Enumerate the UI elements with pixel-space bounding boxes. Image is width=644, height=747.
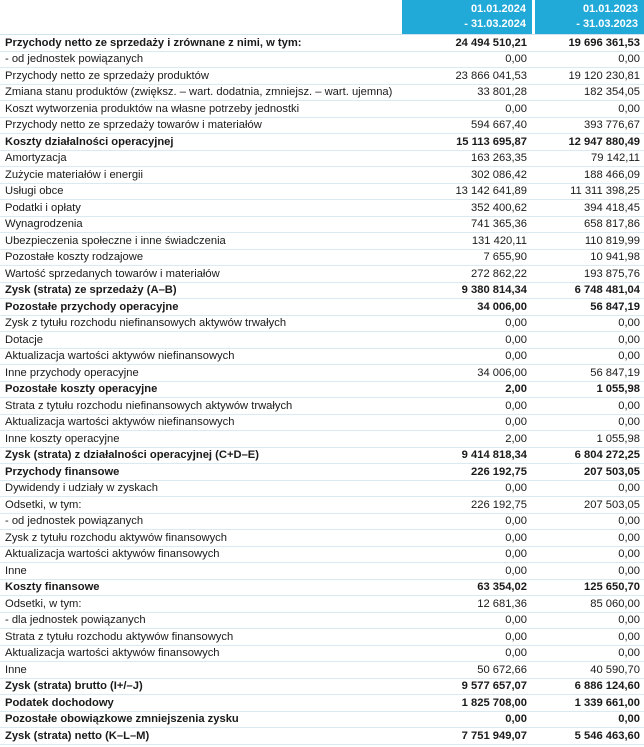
row-value-2023: 0,00 [618, 416, 640, 429]
row-value-2023: 56 847,19 [590, 300, 640, 313]
header-2023-start: 01.01.2023 [582, 3, 638, 15]
table-row [0, 233, 644, 250]
table-row [0, 514, 644, 531]
header-period-2023 [535, 0, 644, 34]
row-label: Pozostałe koszty rodzajowe [5, 251, 144, 264]
row-value-2023: 5 546 463,60 [574, 729, 640, 742]
row-value-2024: 226 192,75 [471, 498, 527, 511]
header-2024-end: - 31.03.2024 [464, 18, 526, 30]
row-label: Zysk (strata) brutto (I+/–J) [5, 680, 143, 693]
row-value-2023: 0,00 [618, 317, 640, 330]
table-row [0, 679, 644, 696]
table-row [0, 580, 644, 597]
header-period-2024 [402, 0, 532, 34]
row-value-2023: 0,00 [618, 350, 640, 363]
row-value-2024: 594 667,40 [471, 119, 527, 132]
row-value-2024: 9 577 657,07 [461, 680, 527, 693]
row-value-2023: 40 590,70 [590, 663, 640, 676]
table-row [0, 151, 644, 168]
table-row [0, 299, 644, 316]
row-value-2023: 10 941,98 [590, 251, 640, 264]
row-value-2024: 34 006,00 [477, 366, 527, 379]
row-value-2023: 125 650,70 [584, 581, 640, 594]
header-2024-start: 01.01.2024 [470, 3, 526, 15]
row-label: Inne [5, 663, 27, 676]
table-row [0, 662, 644, 679]
row-value-2024: 0,00 [505, 548, 527, 561]
table-row [0, 134, 644, 151]
row-value-2023: 0,00 [618, 564, 640, 577]
table-row [0, 85, 644, 102]
row-value-2023: 0,00 [618, 333, 640, 346]
row-label: Wartość sprzedanych towarów i materiałów [5, 267, 220, 280]
row-value-2023: 6 748 481,04 [574, 284, 640, 297]
row-value-2024: 34 006,00 [477, 300, 527, 313]
row-value-2023: 110 819,99 [584, 234, 640, 247]
header-spacer [0, 0, 402, 34]
row-value-2023: 393 776,67 [584, 119, 640, 132]
row-value-2023: 0,00 [618, 482, 640, 495]
row-value-2024: 2,00 [505, 432, 527, 445]
row-value-2023: 56 847,19 [590, 366, 640, 379]
row-label: Pozostałe koszty operacyjne [5, 383, 158, 396]
row-value-2023: 207 503,05 [584, 465, 640, 478]
row-label: - od jednostek powiązanych [5, 53, 144, 66]
row-value-2023: 0,00 [618, 53, 640, 66]
row-value-2023: 1 055,98 [596, 383, 640, 396]
table-row [0, 613, 644, 630]
row-value-2024: 12 681,36 [477, 597, 527, 610]
table-row [0, 250, 644, 267]
table-row [0, 431, 644, 448]
row-label: Strata z tytułu rozchodu aktywów finansowych [5, 630, 234, 643]
row-value-2023: 0,00 [618, 102, 640, 115]
header-2023-end: - 31.03.2023 [576, 18, 638, 30]
row-label: Aktualizacja wartości aktywów niefinansowych [5, 350, 235, 363]
row-value-2023: 12 947 880,49 [568, 135, 640, 148]
table-row [0, 316, 644, 333]
row-value-2024: 741 365,36 [471, 218, 527, 231]
row-value-2024: 352 400,62 [471, 201, 527, 214]
row-label: Zmiana stanu produktów (zwiększ. – wart. dodatnia, zmniejsz. – wart. ujemna) [5, 86, 393, 99]
table-row [0, 497, 644, 514]
table-row [0, 695, 644, 712]
row-label: Koszty finansowe [5, 581, 100, 594]
table-row [0, 629, 644, 646]
row-value-2024: 0,00 [505, 713, 527, 726]
row-label: Przychody netto ze sprzedaży produktów [5, 69, 209, 82]
row-value-2023: 394 418,45 [584, 201, 640, 214]
table-row [0, 35, 644, 52]
table-row [0, 365, 644, 382]
row-label: Aktualizacja wartości aktywów finansowych [5, 647, 220, 660]
row-label: Podatki i opłaty [5, 201, 81, 214]
row-label: Przychody netto ze sprzedaży towarów i materiałów [5, 119, 262, 132]
row-value-2023: 79 142,11 [591, 152, 640, 165]
row-label: - dla jednostek powiązanych [5, 614, 146, 627]
row-value-2024: 0,00 [505, 102, 527, 115]
row-value-2023: 0,00 [618, 399, 640, 412]
row-value-2023: 6 804 272,25 [574, 449, 640, 462]
table-row [0, 349, 644, 366]
row-value-2024: 1 825 708,00 [461, 696, 527, 709]
row-value-2024: 0,00 [505, 333, 527, 346]
row-label: Strata z tytułu rozchodu niefinansowych aktywów trwałych [5, 399, 293, 412]
table-row [0, 382, 644, 399]
row-value-2024: 50 672,66 [477, 663, 527, 676]
row-value-2024: 0,00 [505, 53, 527, 66]
table-row [0, 481, 644, 498]
row-value-2023: 0,00 [618, 614, 640, 627]
table-row [0, 530, 644, 547]
row-value-2024: 272 862,22 [471, 267, 527, 280]
row-value-2024: 0,00 [505, 515, 527, 528]
table-row [0, 728, 644, 745]
row-label: Podatek dochodowy [5, 696, 114, 709]
row-label: - od jednostek powiązanych [5, 515, 144, 528]
row-label: Zysk z tytułu rozchodu niefinansowych aktywów trwałych [5, 317, 287, 330]
table-row [0, 167, 644, 184]
row-label: Zysk (strata) ze sprzedaży (A–B) [5, 284, 177, 297]
table-row [0, 184, 644, 201]
row-value-2023: 0,00 [618, 647, 640, 660]
row-value-2024: 9 414 818,34 [461, 449, 527, 462]
row-value-2024: 63 354,02 [477, 581, 527, 594]
table-row [0, 200, 644, 217]
row-value-2023: 0,00 [618, 630, 640, 643]
table-row [0, 448, 644, 465]
row-label: Inne przychody operacyjne [5, 366, 139, 379]
row-value-2024: 7 655,90 [483, 251, 527, 264]
row-label: Zysk (strata) z działalności operacyjnej (C+D–E) [5, 449, 259, 462]
row-label: Wynagrodzenia [5, 218, 83, 231]
table-row [0, 283, 644, 300]
row-label: Zysk (strata) netto (K–L–M) [5, 729, 150, 742]
table-row [0, 547, 644, 564]
row-value-2024: 0,00 [505, 614, 527, 627]
table-row [0, 712, 644, 729]
table-row [0, 464, 644, 481]
row-value-2024: 0,00 [505, 531, 527, 544]
row-label: Zysk z tytułu rozchodu aktywów finansowych [5, 531, 227, 544]
table-row [0, 398, 644, 415]
row-value-2024: 0,00 [505, 564, 527, 577]
row-value-2023: 1 339 661,00 [574, 696, 640, 709]
table-row [0, 415, 644, 432]
row-label: Usługi obce [5, 185, 64, 198]
table-row [0, 646, 644, 663]
table-row [0, 266, 644, 283]
table-row [0, 68, 644, 85]
row-label: Pozostałe obowiązkowe zmniejszenia zysku [5, 713, 239, 726]
row-label: Odsetki, w tym: [5, 597, 82, 610]
row-value-2024: 0,00 [505, 482, 527, 495]
row-label: Koszt wytworzenia produktów na własne potrzeby jednostki [5, 102, 300, 115]
row-value-2024: 131 420,11 [471, 234, 527, 247]
row-value-2023: 182 354,05 [584, 86, 640, 99]
row-value-2024: 24 494 510,21 [455, 36, 527, 49]
row-value-2024: 9 380 814,34 [461, 284, 527, 297]
row-value-2023: 6 886 124,60 [574, 680, 640, 693]
row-label: Amortyzacja [5, 152, 67, 165]
row-value-2024: 0,00 [505, 350, 527, 363]
row-value-2023: 207 503,05 [584, 498, 640, 511]
row-label: Koszty działalności operacyjnej [5, 135, 174, 148]
row-value-2023: 0,00 [618, 515, 640, 528]
row-label: Przychody netto ze sprzedaży i zrównane z nimi, w tym: [5, 36, 302, 49]
row-value-2024: 2,00 [505, 383, 527, 396]
table-row [0, 563, 644, 580]
row-value-2024: 13 142 641,89 [455, 185, 527, 198]
table-row [0, 52, 644, 69]
row-value-2023: 193 875,76 [584, 267, 640, 280]
row-label: Ubezpieczenia społeczne i inne świadczenia [5, 234, 226, 247]
row-value-2023: 1 055,98 [596, 432, 640, 445]
row-value-2024: 23 866 041,53 [455, 69, 527, 82]
row-value-2023: 19 696 361,53 [568, 36, 640, 49]
row-value-2024: 0,00 [505, 647, 527, 660]
row-value-2023: 11 311 398,25 [570, 185, 640, 198]
row-value-2024: 0,00 [505, 317, 527, 330]
row-label: Pozostałe przychody operacyjne [5, 300, 179, 313]
row-value-2023: 85 060,00 [590, 597, 640, 610]
row-value-2023: 0,00 [618, 531, 640, 544]
row-value-2023: 0,00 [618, 548, 640, 561]
table-row [0, 217, 644, 234]
row-value-2024: 7 751 949,07 [461, 729, 527, 742]
row-value-2023: 19 120 230,81 [568, 69, 640, 82]
row-value-2024: 15 113 695,87 [456, 135, 527, 148]
row-label: Odsetki, w tym: [5, 498, 82, 511]
table-row [0, 596, 644, 613]
row-label: Dywidendy i udziały w zyskach [5, 482, 158, 495]
row-label: Dotacje [5, 333, 43, 346]
row-value-2024: 226 192,75 [471, 465, 527, 478]
row-value-2024: 0,00 [505, 399, 527, 412]
row-value-2024: 163 263,35 [471, 152, 527, 165]
row-label: Inne [5, 564, 27, 577]
row-label: Aktualizacja wartości aktywów niefinansowych [5, 416, 235, 429]
table-row [0, 332, 644, 349]
row-value-2023: 0,00 [618, 713, 640, 726]
row-value-2024: 302 086,42 [471, 168, 527, 181]
row-label: Aktualizacja wartości aktywów finansowych [5, 548, 220, 561]
row-value-2024: 0,00 [505, 416, 527, 429]
row-label: Przychody finansowe [5, 465, 120, 478]
row-label: Zużycie materiałów i energii [5, 168, 144, 181]
table-header [0, 0, 644, 35]
table-row [0, 101, 644, 118]
row-value-2024: 0,00 [505, 630, 527, 643]
row-label: Inne koszty operacyjne [5, 432, 120, 445]
table-body [0, 35, 644, 745]
table-row [0, 118, 644, 135]
row-value-2023: 188 466,09 [584, 168, 640, 181]
row-value-2024: 33 801,28 [477, 86, 527, 99]
row-value-2023: 658 817,86 [584, 218, 640, 231]
